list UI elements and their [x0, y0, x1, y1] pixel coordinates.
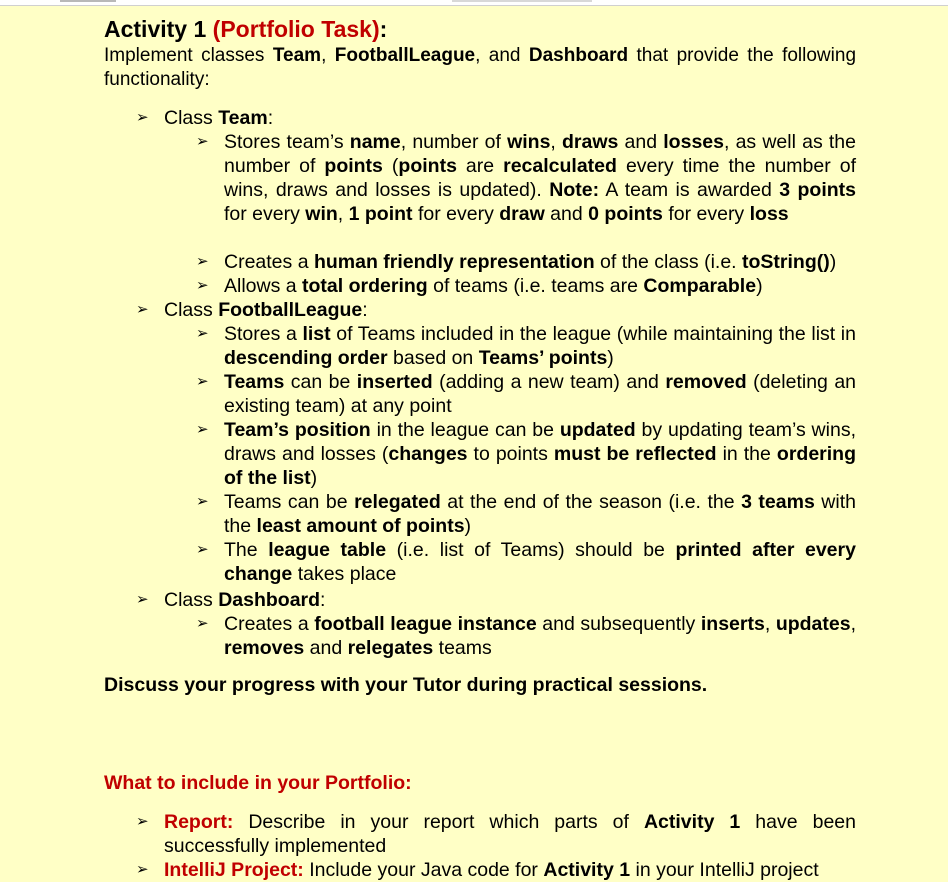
list-item-report: ➢ Report: Describe in your report which parts of Activity 1 have been successfully implemented [136, 811, 856, 857]
arrow-bullet-icon: ➢ [136, 861, 149, 878]
list-item-league-update: ➢ Team’s position in the league can be updated by updating team’s wins, draws and losses (changes to points must be reflected in the ordering of the list) [196, 419, 856, 489]
arrow-bullet-icon: ➢ [196, 421, 209, 438]
arrow-bullet-icon: ➢ [196, 493, 209, 510]
arrow-bullet-icon: ➢ [196, 325, 209, 342]
arrow-bullet-icon: ➢ [196, 253, 209, 270]
list-item-class-footballleague: ➢ Class FootballLeague: [136, 299, 368, 321]
discuss-note: Discuss your progress with your Tutor during practical sessions. [104, 674, 708, 696]
arrow-bullet-icon: ➢ [136, 591, 149, 608]
list-item-league-insert-remove: ➢ Teams can be inserted (adding a new team) and removed (deleting an existing team) at any point [196, 371, 857, 417]
list-item-dashboard-creates: ➢ Creates a football league instance and subsequently inserts, updates, removes and relegates teams [196, 613, 856, 659]
list-item-intellij-project: ➢ IntelliJ Project: Include your Java code for Activity 1 in your IntelliJ project [136, 859, 819, 881]
list-item-team-ordering: ➢ Allows a total ordering of teams (i.e. teams are Comparable) [196, 275, 763, 297]
list-item-team-stores: ➢ Stores team’s name, number of wins, draws and losses, as well as the number of points (points are recalculated every time the number of wins, draws and losses is updated). Note: A team is awarded 3 points for every win, 1 point for every draw and 0 points for every loss [196, 131, 856, 225]
list-item-class-dashboard: ➢ Class Dashboard: [136, 589, 326, 611]
arrow-bullet-icon: ➢ [196, 133, 209, 150]
arrow-bullet-icon: ➢ [136, 301, 149, 318]
list-item-league-print: ➢ The league table (i.e. list of Teams) should be printed after every change takes place [196, 539, 856, 585]
arrow-bullet-icon: ➢ [196, 541, 209, 558]
portfolio-heading: What to include in your Portfolio: [104, 772, 412, 794]
list-item-team-tostring: ➢ Creates a human friendly representation of the class (i.e. toString()) [196, 251, 837, 273]
toolbar-fragment [452, 0, 592, 2]
arrow-bullet-icon: ➢ [196, 277, 209, 294]
arrow-bullet-icon: ➢ [196, 615, 209, 632]
arrow-bullet-icon: ➢ [136, 109, 149, 126]
list-item-league-relegate: ➢ Teams can be relegated at the end of the season (i.e. the 3 teams with the least amount of points) [196, 491, 856, 537]
arrow-bullet-icon: ➢ [196, 373, 209, 390]
list-item-class-team: ➢ Class Team: [136, 107, 274, 129]
toolbar-fragment [60, 0, 116, 2]
arrow-bullet-icon: ➢ [136, 813, 149, 830]
list-item-league-stores: ➢ Stores a list of Teams included in the league (while maintaining the list in descending order based on Teams’ points) [196, 323, 856, 369]
intro-paragraph: Implement classes Team, FootballLeague, and Dashboard that provide the following functionality: [104, 45, 857, 90]
activity-heading: Activity 1 (Portfolio Task): [104, 16, 388, 42]
top-toolbar-edge [0, 0, 948, 6]
